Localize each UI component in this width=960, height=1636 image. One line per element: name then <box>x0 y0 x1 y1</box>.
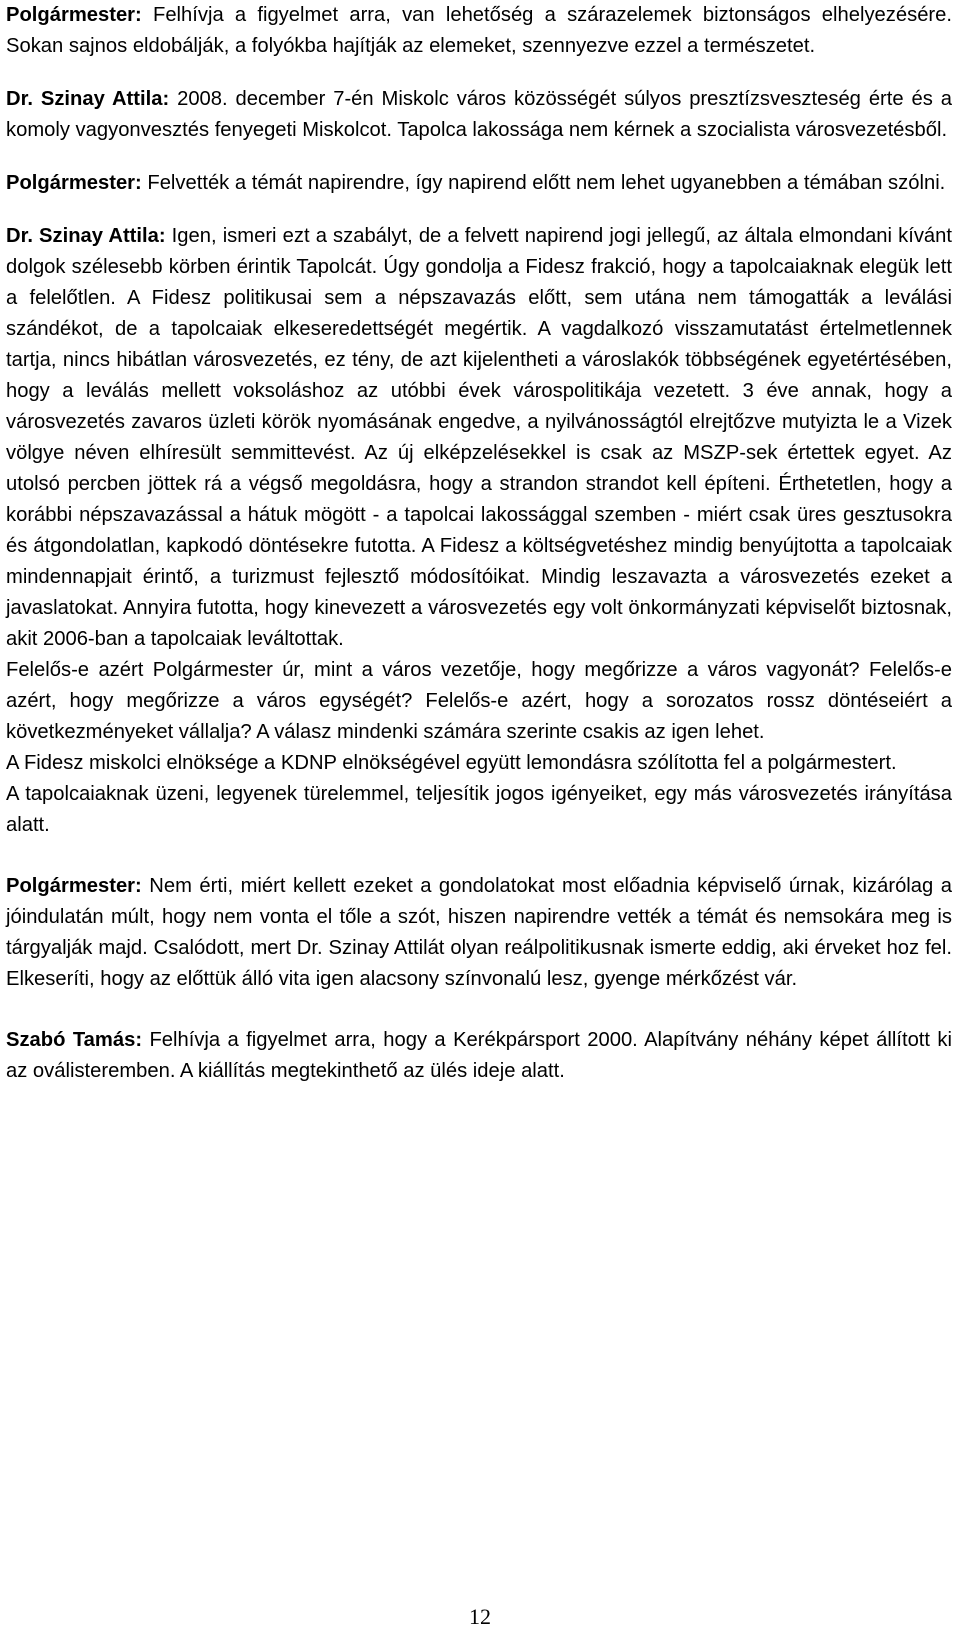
document-page <box>6 0 952 1087</box>
paragraph-text: Felvették a témát napirendre, így napirend előtt nem lehet ugyanebben a témában szólni. <box>141 172 946 194</box>
paragraph-responsibility <box>6 655 952 748</box>
paragraph-mayor-reply <box>6 871 952 995</box>
paragraph-text: Nem érti, miért kellett ezeket a gondolatokat most előadnia képviselő úrnak, kizárólag a jóindulatán múlt, hogy nem vonta el tőle a szót, hiszen napirendre vették a témát és nemsokára meg is tárgyalják majd. Csalódott, mert Dr. Szinay Attilát olyan reálpolitikusnak ismerte eddig, aki érveket hoz fel. Elkeseríti, hogy az előttük álló vita igen alacsony színvonalú lesz, gyenge mérkőzést vár. <box>6 875 952 990</box>
paragraph-text: Felelős-e azért Polgármester úr, mint a város vezetője, hogy megőrizze a város vagyonát? Felelős-e azért, hogy megőrizze a város egységét? Felelős-e azért, hogy a sorozatos rossz döntéseiért a következményeket vállalja? A válasz mindenki számára szerinte csakis az igen lehet. <box>6 659 952 743</box>
page-number: 12 <box>469 1604 491 1629</box>
paragraph-resignation-call <box>6 748 952 779</box>
speaker-label: Polgármester: <box>6 4 142 26</box>
paragraph-mayor-agenda <box>6 168 952 199</box>
paragraph-mayor-batteries <box>6 0 952 62</box>
speaker-label: Polgármester: <box>6 172 142 194</box>
speaker-label: Polgármester: <box>6 875 142 897</box>
paragraph-szinay-long <box>6 221 952 655</box>
paragraph-text: Felhívja a figyelmet arra, hogy a Kerékpársport 2000. Alapítvány néhány képet állított ki az oválisteremben. A kiállítás megtekinthető az ülés ideje alatt. <box>6 1029 952 1082</box>
speaker-label: Dr. Szinay Attila: <box>6 88 170 110</box>
paragraph-text: Igen, ismeri ezt a szabályt, de a felvett napirend jogi jellegű, az általa elmondani kívánt dolgok szélesebb körben érintik Tapolcát. Úgy gondolja a Fidesz frakció, hogy a tapolcaiaknak elegük lett a felelőtlen. A Fidesz politikusai sem a népszavazás előtt, sem utána nem támogatták a leválási szándékot, de a tapolcaiak elkeseredettségét megértik. A vagdalkozó visszamutatást értelmetlennek tartja, nincs hibátlan városvezetés, ez tény, de azt kijelentheti a városlakók többségének egyetértésében, hogy a leválás mellett voksoláshoz az utóbbi évek várospolitikája vezetett. 3 éve annak, hogy a városvezetés zavaros üzleti körök nyomásának engedve, a nyilvánosságtól elrejtőzve mutyizta le a Vizek völgye néven elhíresült semmittevést. Az új elképzelésekkel is csak az MSZP-sek értettek egyet. Az utolsó percben jöttek rá a végső megoldásra, hogy a strandon strandot kell építeni. Érthetetlen, hogy a korábbi népszavazással a hátuk mögött - a tapolcai lakossággal szemben - miért csak üres gesztusokra és átgondolatlan, kapkodó döntésekre futotta. A Fidesz a költségvetéshez mindig benyújtotta a tapolcaiak mindennapjait érintő, a turizmust fejlesztő módosítóikat. Mindig leszavazta a városvezetés ezeket a javaslatokat. Annyira futotta, hogy kinevezett a városvezetés egy volt önkormányzati képviselőt biztosnak, akit 2006-ban a tapolcaiak leváltottak. <box>6 225 952 650</box>
speaker-label: Szabó Tamás: <box>6 1029 143 1051</box>
paragraph-text: A tapolcaiaknak üzeni, legyenek türelemmel, teljesítik jogos igényeiket, egy más városvezetés irányítása alatt. <box>6 783 952 836</box>
speaker-label: Dr. Szinay Attila: <box>6 225 166 247</box>
paragraph-text: Felhívja a figyelmet arra, van lehetőség a szárazelemek biztonságos elhelyezésére. Sokan sajnos eldobálják, a folyókba hajítják az elemeket, szennyezve ezzel a természetet. <box>6 4 952 57</box>
paragraph-message-tapolca <box>6 779 952 841</box>
paragraph-text: A Fidesz miskolci elnöksége a KDNP elnökségével együtt lemondásra szólította fel a polgármestert. <box>6 752 897 774</box>
paragraph-szabo-exhibition <box>6 1025 952 1087</box>
paragraph-text: 2008. december 7-én Miskolc város közösségét súlyos presztízsveszteség érte és a komoly vagyonvesztés fenyegeti Miskolcot. Tapolca lakossága nem kérnek a szocialista városvezetésből. <box>6 88 952 141</box>
paragraph-szinay-2008 <box>6 84 952 146</box>
